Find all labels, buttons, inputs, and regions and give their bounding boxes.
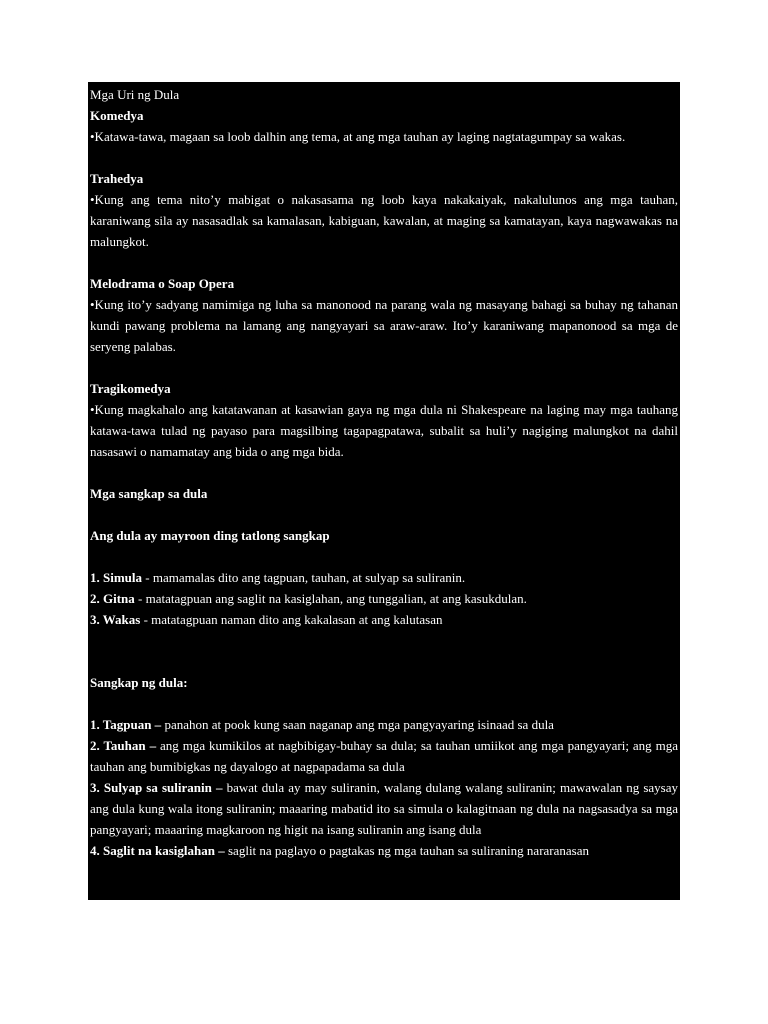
part-desc: - matatagpuan naman dito ang kakalasan at ang kalutasan: [140, 612, 443, 627]
element-sulyap: [90, 777, 678, 840]
element-tagpuan: [90, 714, 678, 735]
element-term: 1. Tagpuan –: [90, 717, 162, 732]
element-tauhan: [90, 735, 678, 777]
tragikomedya-text: •Kung magkahalo ang katatawanan at kasawian gaya ng mga dula ni Shakespeare na laging may mga tauhang katawa-tawa tulad ng payaso para magsilbing tagapagpatawa, subalit sa huli’y nagiging malungkot na dahil nasasawi o namamatay ang bida o ang mga bida.: [90, 402, 678, 459]
komedya-text: •Katawa-tawa, magaan sa loob dalhin ang tema, at ang mga tauhan ay laging nagtatagumpay sa wakas.: [90, 129, 626, 144]
part-desc: - mamamalas dito ang tagpuan, tauhan, at sulyap sa suliranin.: [142, 570, 466, 585]
element-desc: panahon at pook kung saan naganap ang mga pangyayaring isinaad sa dula: [161, 717, 554, 732]
element-desc: saglit na paglayo o pagtakas ng mga tauhan sa suliraning nararanasan: [224, 843, 589, 858]
part-desc: - matatagpuan ang saglit na kasiglahan, ang tunggalian, at ang kasukdulan.: [134, 591, 527, 606]
trahedya-heading: Trahedya: [90, 171, 144, 186]
komedya-heading: Komedya: [90, 108, 144, 123]
element-desc: ang mga kumikilos at nagbibigay-buhay sa dula; sa tauhan umiikot ang mga pangyayari; ang mga tauhan ang bumibigkas ng dayalogo at nagpapadama sa dula: [90, 738, 679, 774]
part-gitna: [90, 588, 678, 609]
element-term: 2. Tauhan –: [90, 738, 157, 753]
element-saglit: [90, 840, 678, 861]
melodrama-text: •Kung ito’y sadyang namimiga ng luha sa manonood na parang wala ng masayang bahagi sa buhay ng tahanan kundi pawang problema na lamang ang nangyayari sa araw-araw. Ito’y karaniwang mapanonood sa mga de seryeng palabas.: [90, 297, 678, 354]
element-desc: bawat dula ay may suliranin, walang dulang walang suliranin; mawawalan ng saysay ang dula kung wala itong suliranin; maaaring mabatid ito sa simula o kalagitnaan ng dula na nagsasadya sa mga pangyayari; maaaring magkaroon ng higit na isang suliranin ang isang dula: [90, 780, 679, 837]
part-term: 3. Wakas: [90, 612, 141, 627]
element-term: 4. Saglit na kasiglahan –: [90, 843, 225, 858]
melodrama-heading: Melodrama o Soap Opera: [90, 276, 235, 291]
element-term: 3. Sulyap sa suliranin –: [90, 780, 223, 795]
part-simula: [90, 567, 678, 588]
document-title: Mga Uri ng Dula: [90, 87, 180, 102]
part-term: 2. Gitna: [90, 591, 135, 606]
sangkap-heading: Mga sangkap sa dula: [90, 486, 208, 501]
tatlong-sangkap-heading: Ang dula ay mayroon ding tatlong sangkap: [90, 528, 330, 543]
tragikomedya-heading: Tragikomedya: [90, 381, 171, 396]
part-wakas: [90, 609, 678, 630]
trahedya-text: •Kung ang tema nito’y mabigat o nakasasama ng loob kaya nakakaiyak, nakalulunos ang mga tauhan, karaniwang sila ay nasasadlak sa kamalasan, kabiguan, kawalan, at maging sa kamatayan, kaya nagwawakas na malungkot.: [90, 192, 678, 249]
document-panel: [88, 82, 680, 900]
sangkap-ng-dula-heading: Sangkap ng dula:: [90, 675, 188, 690]
part-term: 1. Simula: [90, 570, 143, 585]
